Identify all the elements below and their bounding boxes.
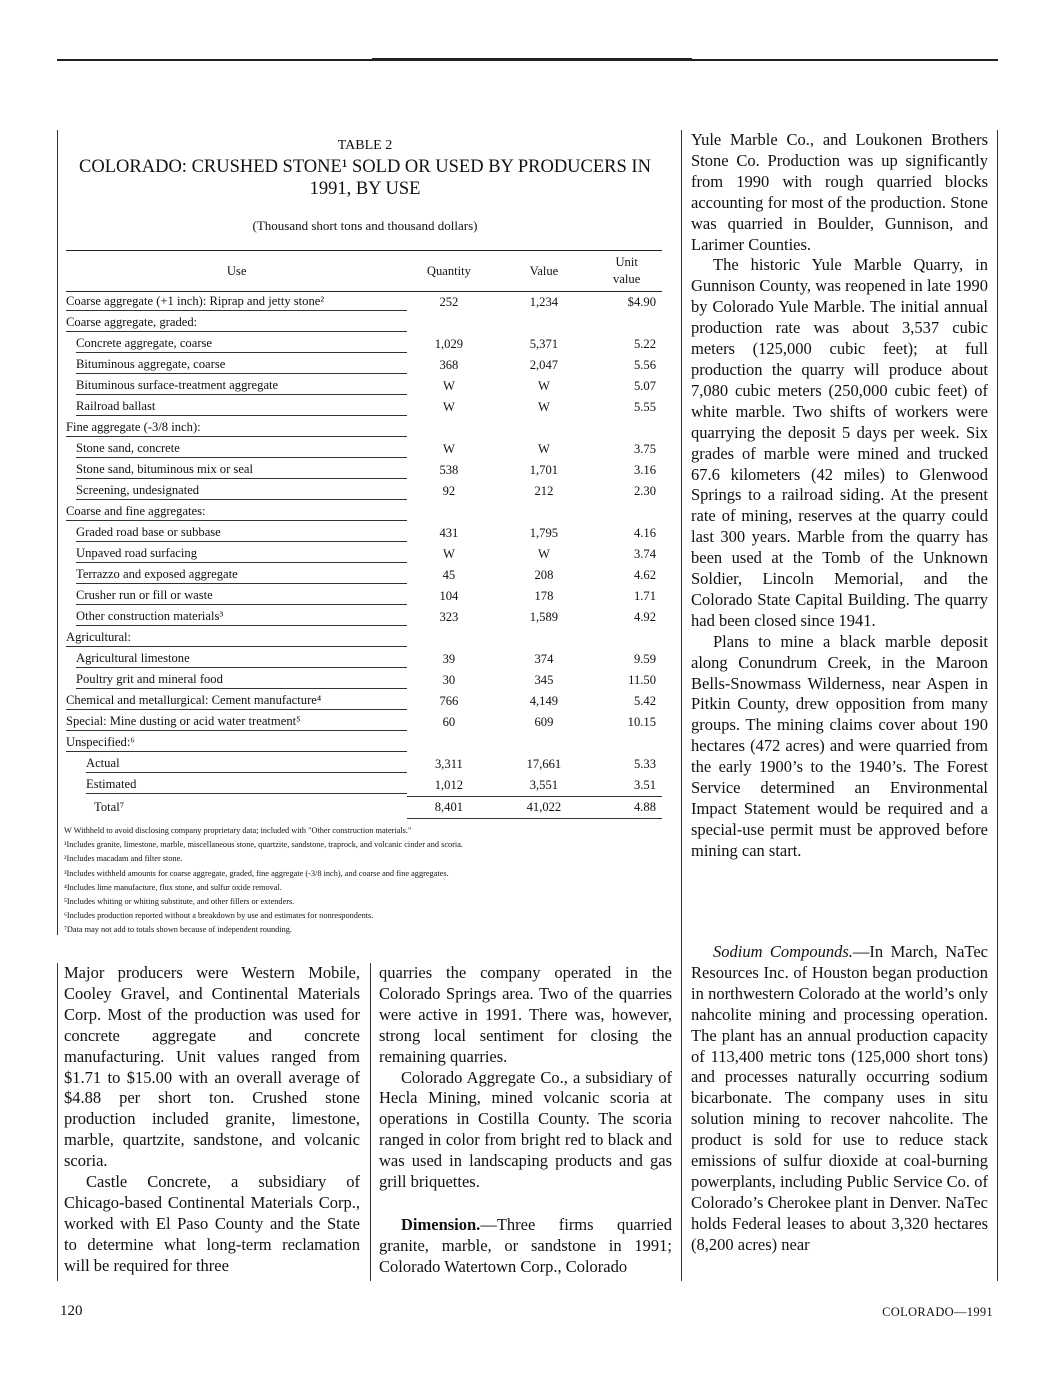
table-row bbox=[66, 607, 662, 628]
cell-use: Unspecified:⁶ bbox=[66, 733, 407, 754]
header-use: Use bbox=[66, 251, 407, 292]
cell-use: Special: Mine dusting or acid water treatment⁵ bbox=[66, 712, 407, 733]
cell-value: 178 bbox=[534, 589, 554, 603]
table-row bbox=[66, 649, 662, 670]
cell-value: 3,551 bbox=[491, 775, 598, 797]
footnote: ⁴Includes lime manufacture, flux stone, and sulfur oxide removal. bbox=[64, 882, 282, 892]
cell-use: Actual bbox=[66, 754, 407, 775]
crushed-stone-table bbox=[66, 250, 662, 819]
cell-value: 374 bbox=[534, 652, 554, 666]
table-row bbox=[66, 460, 662, 481]
table-row bbox=[66, 313, 662, 334]
table-row bbox=[66, 355, 662, 376]
section-heading-dimension: Dimension. bbox=[401, 1214, 481, 1234]
table-row bbox=[66, 439, 662, 460]
text-column-3 bbox=[691, 130, 988, 862]
cell-quantity: 368 bbox=[439, 358, 459, 372]
cell-use: Coarse aggregate (+1 inch): Riprap and jetty stone² bbox=[66, 292, 407, 314]
cell-use: Concrete aggregate, coarse bbox=[66, 334, 407, 355]
table-row bbox=[66, 691, 662, 712]
header-unit-value: Unit value bbox=[597, 251, 662, 292]
running-head: COLORADO—1991 bbox=[882, 1305, 993, 1319]
table-row bbox=[66, 565, 662, 586]
table-row bbox=[66, 670, 662, 691]
cell-unit-value: 4.62 bbox=[633, 568, 656, 582]
cell-use: Poultry grit and mineral food bbox=[66, 670, 407, 691]
cell-unit-value: 4.92 bbox=[633, 610, 656, 624]
footnote: ⁷Data may not add to totals shown because of independent rounding. bbox=[64, 925, 293, 935]
cell-unit-value: 5.42 bbox=[633, 694, 656, 708]
cell-unit-value bbox=[597, 418, 662, 439]
cell-value: W bbox=[537, 400, 550, 414]
cell-unit-value bbox=[597, 502, 662, 523]
column-rule bbox=[370, 963, 371, 1281]
cell-use: Coarse and fine aggregates: bbox=[66, 502, 407, 523]
cell-value: 1,589 bbox=[529, 610, 559, 624]
table-number: TABLE 2 bbox=[337, 138, 393, 153]
column-rule bbox=[997, 130, 998, 1281]
cell-unit-value bbox=[597, 628, 662, 649]
paragraph: Colorado Aggregate Co., a subsidiary of Hecla Mining, mined volcanic scoria at operations in Costilla County. The scoria ranged in color from bright red to black and was used in landscaping products and gas grill briquettes. bbox=[379, 1067, 672, 1192]
table-row bbox=[66, 628, 662, 649]
cell-unit-value: 9.59 bbox=[633, 652, 656, 666]
paragraph-sodium: Sodium Compounds.—In March, NaTec Resources Inc. of Houston began production in northwestern Colorado at the world’s only nahcolite mining and processing operation. The plant has an annual production capacity of 113,400 metric tons (125,000 short tons) and processes naturally occurring sodium bicarbonate. The company uses in situ solution mining to recover nahcolite. The product is sold for use to reduce stack emissions of sulfur dioxide at coal-burning powerplants, including Public Service Co. of Colorado’s Cherokee plant in Denver. NaTec holds Federal leases to about 3,320 hectares (8,200 acres) near bbox=[691, 942, 989, 1254]
cell-use: Railroad ballast bbox=[66, 397, 407, 418]
cell-unit-value: 1.71 bbox=[633, 589, 656, 603]
table-body bbox=[66, 292, 662, 819]
column-rule bbox=[57, 963, 58, 1281]
cell-value bbox=[491, 418, 598, 439]
cell-value: 1,234 bbox=[529, 295, 559, 309]
table-row bbox=[66, 712, 662, 733]
cell-value: 5,371 bbox=[529, 337, 559, 351]
section-heading-sodium: Sodium Compounds. bbox=[713, 942, 853, 961]
cell-use: Coarse aggregate, graded: bbox=[66, 313, 407, 334]
cell-value: W bbox=[537, 442, 550, 456]
cell-use: Chemical and metallurgical: Cement manufacture⁴ bbox=[66, 691, 407, 712]
cell-quantity bbox=[407, 733, 490, 754]
cell-unit-value: 5.22 bbox=[633, 337, 656, 351]
table-heading bbox=[62, 130, 668, 234]
cell-quantity: W bbox=[442, 400, 455, 414]
cell-quantity bbox=[407, 628, 490, 649]
footnote: ⁵Includes whiting or whiting substitute, and other fillers or extenders. bbox=[64, 897, 295, 907]
cell-value: 345 bbox=[534, 673, 554, 687]
cell-unit-value: 3.74 bbox=[633, 547, 656, 561]
table-row bbox=[66, 523, 662, 544]
cell-quantity: 323 bbox=[439, 610, 459, 624]
table-row bbox=[66, 502, 662, 523]
table-row bbox=[66, 797, 662, 819]
cell-use: Unpaved road surfacing bbox=[66, 544, 407, 565]
cell-use: Graded road base or subbase bbox=[66, 523, 407, 544]
cell-value: 4,149 bbox=[529, 694, 559, 708]
cell-value: 2,047 bbox=[529, 358, 559, 372]
cell-unit-value: 3.16 bbox=[633, 463, 656, 477]
cell-quantity: W bbox=[442, 547, 455, 561]
table-row bbox=[66, 397, 662, 418]
cell-value: W bbox=[537, 379, 550, 393]
cell-use: Agricultural limestone bbox=[66, 649, 407, 670]
cell-unit-value: 4.16 bbox=[633, 526, 656, 540]
paragraph: Yule Marble Co., and Loukonen Brothers Stone Co. Production was up significantly from 1990 with rough quarried blocks accounting for most of the production. Stone was quarried in Boulder, Gunnison, and Larimer Counties. bbox=[691, 130, 988, 254]
cell-unit-value bbox=[597, 313, 662, 334]
cell-use: Agricultural: bbox=[66, 628, 407, 649]
cell-unit-value bbox=[597, 733, 662, 754]
cell-quantity: 252 bbox=[439, 295, 459, 309]
cell-value: 1,795 bbox=[529, 526, 559, 540]
column-rule bbox=[57, 130, 58, 935]
cell-unit-value: 2.30 bbox=[633, 484, 656, 498]
cell-quantity bbox=[407, 418, 490, 439]
paragraph: Castle Concrete, a subsidiary of Chicago-based Continental Materials Corp., worked with El Paso County and the State to determine what long-term reclamation will be required for three bbox=[64, 1172, 360, 1275]
cell-quantity: 431 bbox=[439, 526, 459, 540]
paragraph-dimension: Dimension.—Three firms quarried granite, marble, or sandstone in 1991; Colorado Watertown Corp., Colorado bbox=[379, 1214, 672, 1276]
cell-quantity: 60 bbox=[442, 715, 456, 729]
paragraph: quarries the company operated in the Colorado Springs area. Two of the quarries were active in 1991. There was, however, strong local sentiment for closing the remaining quarries. bbox=[379, 963, 672, 1066]
cell-use: Estimated bbox=[66, 775, 407, 797]
cell-use: Bituminous aggregate, coarse bbox=[66, 355, 407, 376]
paragraph: Plans to mine a black marble deposit along Conundrum Creek, in the Maroon Bells-Snowmass Wilderness, near Aspen in Pitkin County, drew opposition from many groups. The mining claims cover about 190 hectares (472 acres) and were quarried from the early 1900’s to the 1940’s. The Forest Service determined an Environmental Impact Statement would be required and a special-use permit must be approved before mining can start. bbox=[691, 631, 988, 860]
table-row bbox=[66, 334, 662, 355]
cell-quantity bbox=[407, 313, 490, 334]
footnote: ⁶Includes production reported without a breakdown by use and estimates for nonrespondents. bbox=[64, 911, 374, 921]
cell-quantity: 3,311 bbox=[434, 757, 463, 771]
footnote: ³Includes withheld amounts for coarse aggregate, graded, fine aggregate (-3/8 inch), and coarse and fine aggregates. bbox=[64, 868, 449, 878]
table-row bbox=[66, 775, 662, 797]
column-rule bbox=[681, 130, 682, 1281]
table-row bbox=[66, 733, 662, 754]
cell-quantity: 39 bbox=[442, 652, 456, 666]
cell-unit-value: 5.07 bbox=[633, 379, 656, 393]
table-row bbox=[66, 754, 662, 775]
cell-use: Crusher run or fill or waste bbox=[66, 586, 407, 607]
cell-quantity: 766 bbox=[439, 694, 459, 708]
cell-use: Terrazzo and exposed aggregate bbox=[66, 565, 407, 586]
cell-quantity: W bbox=[442, 442, 455, 456]
cell-quantity: 30 bbox=[442, 673, 456, 687]
cell-quantity: 92 bbox=[442, 484, 456, 498]
cell-use: Stone sand, bituminous mix or seal bbox=[66, 460, 407, 481]
table-row bbox=[66, 586, 662, 607]
cell-use: Fine aggregate (-3/8 inch): bbox=[66, 418, 407, 439]
cell-value: 17,661 bbox=[526, 757, 562, 771]
cell-quantity: 45 bbox=[442, 568, 456, 582]
cell-unit-value: 5.33 bbox=[633, 757, 656, 771]
footnote: W Withheld to avoid disclosing company proprietary data; included with "Other construction materials." bbox=[64, 826, 412, 835]
header-value: Value bbox=[491, 251, 598, 292]
cell-use: Screening, undesignated bbox=[66, 481, 407, 502]
cell-use: Total⁷ bbox=[94, 799, 125, 814]
paragraph: The historic Yule Marble Quarry, in Gunnison County, was reopened in late 1990 by Colorado Yule Marble. The initial annual production rate was about 3,537 cubic meters (125,000 cubic feet); at full production the quarry will produce about 7,080 cubic meters (250,000 cubic feet) of white marble. Two shifts of workers were quarrying the deposit 5 days per week. Six grades of marble were mined and trucked 67.6 kilometers (42 miles) to Glenwood Springs to a railroad siding. At the present rate of mining, reserves at the quarry could last 300 years. Marble from the quarry has been used at the Tomb of the Unknown Soldier, Lincoln Memorial, and the Colorado State Capital Building. The quarry had been closed since 1941. bbox=[691, 255, 988, 630]
cell-quantity: 1,029 bbox=[434, 337, 464, 351]
footnote: ¹Includes granite, limestone, marble, miscellaneous stone, quartzite, sandstone, traprock, and volcanic cinder and scoria. bbox=[64, 840, 463, 850]
cell-unit-value: $4.90 bbox=[627, 295, 656, 309]
table-row bbox=[66, 418, 662, 439]
page-number: 120 bbox=[60, 1303, 83, 1319]
cell-quantity: W bbox=[442, 379, 455, 393]
cell-value bbox=[491, 628, 598, 649]
table-row bbox=[66, 544, 662, 565]
table-row bbox=[66, 481, 662, 502]
cell-unit-value: 4.88 bbox=[597, 797, 662, 819]
cell-unit-value: 10.15 bbox=[627, 715, 656, 729]
cell-value: 41,022 bbox=[491, 797, 598, 819]
cell-value bbox=[491, 502, 598, 523]
cell-value: 212 bbox=[534, 484, 554, 498]
table-row bbox=[66, 376, 662, 397]
cell-value: 1,701 bbox=[529, 463, 559, 477]
cell-unit-value: 5.55 bbox=[633, 400, 656, 414]
cell-value: 609 bbox=[534, 715, 554, 729]
cell-unit-value: 5.56 bbox=[633, 358, 656, 372]
table-units: (Thousand short tons and thousand dollars) bbox=[252, 218, 478, 233]
cell-use: Other construction materials³ bbox=[66, 607, 407, 628]
cell-unit-value: 11.50 bbox=[628, 673, 656, 687]
table-row bbox=[66, 292, 662, 314]
cell-quantity: 8,401 bbox=[407, 797, 490, 819]
footnote: ²Includes macadam and filter stone. bbox=[64, 854, 183, 864]
table-title: COLORADO: CRUSHED STONE¹ SOLD OR USED BY PRODUCERS IN 1991, BY USE bbox=[79, 157, 651, 199]
cell-quantity: 104 bbox=[439, 589, 459, 603]
cell-use: Bituminous surface-treatment aggregate bbox=[66, 376, 407, 397]
cell-value: 208 bbox=[534, 568, 554, 582]
table-footnotes bbox=[64, 824, 664, 938]
cell-quantity: 1,012 bbox=[407, 775, 490, 797]
cell-use: Stone sand, concrete bbox=[66, 439, 407, 460]
cell-unit-value: 3.51 bbox=[597, 775, 662, 797]
cell-unit-value: 3.75 bbox=[633, 442, 656, 456]
text-column-3-lower bbox=[691, 942, 988, 1256]
paragraph: Major producers were Western Mobile, Cooley Gravel, and Continental Materials Corp. Most of the production was used for concrete aggregate and concrete manufacturing. Unit values ranged from $1.71 to $15.00 with an overall average of $4.88 per short ton. Crushed stone production included granite, limestone, marble, quartzite, sandstone, and volcanic scoria. bbox=[64, 963, 360, 1171]
cell-quantity: 538 bbox=[439, 463, 459, 477]
text-column-2 bbox=[379, 963, 672, 1278]
cell-value bbox=[491, 733, 598, 754]
header-quantity: Quantity bbox=[407, 251, 490, 292]
text-column-1 bbox=[64, 963, 360, 1277]
cell-quantity bbox=[407, 502, 490, 523]
cell-value bbox=[491, 313, 598, 334]
cell-value: W bbox=[537, 547, 550, 561]
top-rule-thick bbox=[372, 58, 692, 61]
